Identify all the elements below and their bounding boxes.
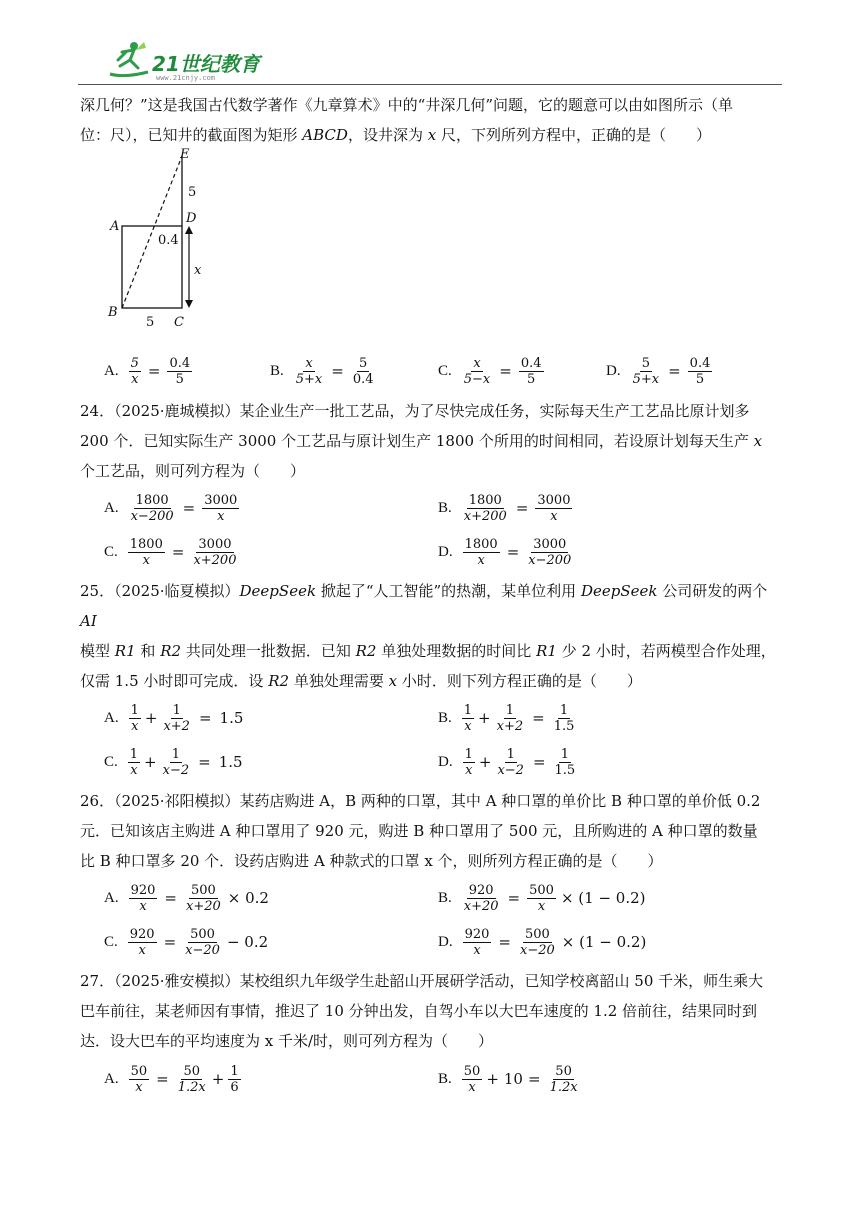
q23-math: ABCD xyxy=(302,126,348,144)
equals: = xyxy=(163,933,177,951)
q27-option-b[interactable] xyxy=(438,1056,582,1102)
numerator: 1800 xyxy=(468,492,502,508)
equals: = xyxy=(198,709,212,727)
numerator: 3000 xyxy=(537,492,571,508)
q27-line2: 巴车前往，某老师因有事情，推迟了 10 分钟出发，自驾小车以大巴车速度的 1.2 倍前往，结果同时到 xyxy=(80,1002,758,1020)
label-x: x xyxy=(194,263,202,278)
q24-option-a[interactable] xyxy=(104,486,241,530)
equals: = xyxy=(171,543,185,561)
q25-math: x xyxy=(388,672,398,690)
q26-line3: 比 B 种口罩多 20 个．设药店购进 A 种款式的口罩 x 个，则所列方程正确的是（ ） xyxy=(80,852,663,870)
fraction xyxy=(688,356,713,387)
numerator: 0.4 xyxy=(169,355,191,371)
fraction xyxy=(191,537,238,568)
fraction xyxy=(462,356,493,387)
tail: × (1 − 0.2) xyxy=(560,889,646,907)
fraction xyxy=(129,493,176,524)
numerator: 500 xyxy=(529,882,554,898)
equals: = xyxy=(156,1070,169,1088)
line-be xyxy=(122,156,182,308)
fraction xyxy=(553,747,578,778)
rhs: 1.5 xyxy=(218,753,243,771)
well-diagram xyxy=(106,147,306,346)
q25-text: 小时．则下列方程正确的是（ ） xyxy=(401,672,642,690)
q25-text: 25．（2025·临夏模拟） xyxy=(80,582,240,600)
fraction xyxy=(184,883,223,914)
denominator: x−20 xyxy=(185,942,220,958)
q24-options-row2 xyxy=(80,530,780,574)
q24-options-row1 xyxy=(80,486,780,530)
document-body xyxy=(80,90,780,1102)
equals: = xyxy=(499,362,512,380)
equals: = xyxy=(182,499,196,517)
numerator: 3000 xyxy=(198,536,232,552)
q25-text: 模型 xyxy=(80,642,111,660)
option-letter: B. xyxy=(438,499,452,516)
numerator: 5 xyxy=(359,355,368,371)
fraction xyxy=(462,1064,483,1095)
page-header xyxy=(104,38,776,88)
numerator: 3000 xyxy=(533,536,567,552)
q25-option-d[interactable] xyxy=(438,740,579,784)
equals: = xyxy=(198,753,211,771)
q24-text: 200 个．已知实际生产 3000 个工艺品与原计划生产 1800 个所用的时间相同，若设原计划每天生产 xyxy=(80,432,749,450)
fraction xyxy=(183,927,222,958)
fraction xyxy=(128,537,165,568)
denominator: 5+x xyxy=(632,371,660,387)
fraction xyxy=(167,356,192,387)
fraction xyxy=(128,927,157,958)
q25-math: R2 xyxy=(160,642,182,660)
q23-math: x xyxy=(427,126,437,144)
option-letter: B. xyxy=(438,709,452,726)
q25-text: 少 2 小时，若两模型合作处理， xyxy=(561,642,776,660)
fraction xyxy=(128,747,140,778)
numerator: 500 xyxy=(190,926,215,942)
fraction xyxy=(462,703,474,734)
label-b: B xyxy=(108,305,118,320)
q25-math: DeepSeek xyxy=(239,582,317,600)
q25-options-row2 xyxy=(80,740,780,784)
denominator: 1.2x xyxy=(549,1079,578,1095)
q23-options xyxy=(80,348,780,394)
numerator: 1800 xyxy=(135,492,169,508)
q24-line1: 24．（2025·鹿城模拟）某企业生产一批工艺品，为了尽快完成任务，实际每天生产工艺品比原计划多 xyxy=(80,402,750,420)
numerator: 1 xyxy=(463,702,473,718)
option-letter: A. xyxy=(104,1070,119,1087)
numerator: x xyxy=(305,355,313,371)
fraction xyxy=(129,703,141,734)
q26-options-row1 xyxy=(80,876,780,920)
numerator: 1 xyxy=(230,1063,239,1079)
label-d: D xyxy=(186,211,197,226)
equals: = xyxy=(668,362,681,380)
equals: = xyxy=(532,753,546,771)
q26-option-a[interactable] xyxy=(104,876,269,920)
q26-option-b[interactable] xyxy=(438,876,646,920)
rhs: 1.5 xyxy=(219,709,244,727)
numerator: 1 xyxy=(172,702,181,718)
operator: + xyxy=(478,709,491,727)
option-letter: A. xyxy=(104,499,119,516)
numerator: 920 xyxy=(468,882,494,898)
q25-math: R2 xyxy=(268,672,290,690)
option-letter: D. xyxy=(438,933,453,950)
denominator: x xyxy=(473,942,481,958)
option-letter: C. xyxy=(104,753,118,770)
label-04: 0.4 xyxy=(158,233,179,248)
q24-option-c[interactable] xyxy=(104,530,240,574)
equals: = xyxy=(331,362,344,380)
fraction xyxy=(495,747,526,778)
numerator: 1 xyxy=(129,746,139,762)
q25-line2 xyxy=(80,636,780,666)
numerator: 1 xyxy=(464,746,473,762)
fraction xyxy=(463,747,475,778)
q26-option-d[interactable] xyxy=(438,920,646,964)
numerator: 1 xyxy=(506,746,515,762)
q24-option-d[interactable] xyxy=(438,530,575,574)
option-letter: A. xyxy=(104,709,119,726)
fraction xyxy=(161,747,192,778)
fraction xyxy=(202,493,239,524)
denominator: x+2 xyxy=(496,718,524,734)
denominator: x xyxy=(550,508,558,524)
denominator: x−20 xyxy=(520,942,555,958)
fraction xyxy=(463,927,492,958)
q25-text: 掀起了“人工智能”的热潮，某单位利用 xyxy=(320,582,577,600)
denominator: 5 xyxy=(695,371,705,387)
q25-line3 xyxy=(80,666,780,696)
fraction xyxy=(176,1064,208,1095)
numerator: 3000 xyxy=(204,492,238,508)
q25-text: 共同处理一批数据．已知 xyxy=(185,642,351,660)
equals: = xyxy=(506,543,520,561)
equals: = xyxy=(527,1070,541,1088)
q25-text: 单独处理需要 xyxy=(293,672,384,690)
q23-text: ，设井深为 xyxy=(347,126,423,144)
denominator: x+200 xyxy=(193,552,237,568)
numerator: 920 xyxy=(464,926,490,942)
fraction xyxy=(129,1064,150,1095)
denominator: x xyxy=(138,942,146,958)
logo-text: 21世纪教育 xyxy=(152,52,260,76)
denominator: x xyxy=(465,762,473,778)
q26-option-c[interactable] xyxy=(104,920,268,964)
q25-math: R2 xyxy=(355,642,377,660)
operator: + xyxy=(144,709,158,727)
option-letter: B. xyxy=(438,1070,452,1087)
q25-text: 单独处理数据的时间比 xyxy=(381,642,532,660)
fraction xyxy=(462,493,509,524)
tail: × 0.2 xyxy=(227,889,269,907)
q25-text: 公司研发的两个 xyxy=(662,582,768,600)
numerator: 50 xyxy=(183,1063,200,1079)
q27-line1: 27．（2025·雅安模拟）某校组织九年级学生赴韶山开展研学活动，已知学校离韶山 50 千米，师生乘大 xyxy=(80,972,764,990)
numerator: 1 xyxy=(171,746,181,762)
q24-line2 xyxy=(80,426,780,456)
fraction xyxy=(535,493,572,524)
q23-option-b[interactable] xyxy=(270,348,378,394)
numerator: 1 xyxy=(505,702,515,718)
denominator: 5+x xyxy=(295,371,323,387)
fraction xyxy=(519,356,544,387)
denominator: x xyxy=(217,508,225,524)
denominator: x xyxy=(131,718,139,734)
equals: = xyxy=(507,889,521,907)
well-diagram-svg xyxy=(106,147,306,346)
q25-text: 仅需 1.5 小时即可完成．设 xyxy=(80,672,264,690)
label-e: E xyxy=(180,147,190,162)
denominator: x−2 xyxy=(497,762,524,778)
option-letter: B. xyxy=(270,362,284,379)
option-letter: A. xyxy=(104,889,119,906)
denominator: x xyxy=(139,898,147,914)
q24-line3: 个工艺品，则可列方程为（ ） xyxy=(80,462,306,480)
numerator: 0.4 xyxy=(520,355,542,371)
q23-stem-line2 xyxy=(80,120,780,150)
denominator: x xyxy=(468,1079,476,1095)
fraction xyxy=(129,356,141,387)
denominator: x−200 xyxy=(130,508,174,524)
numerator: 5 xyxy=(130,355,139,371)
q25-text: 和 xyxy=(140,642,156,660)
fraction xyxy=(463,537,500,568)
q25-options-row1 xyxy=(80,696,780,740)
numerator: 50 xyxy=(555,1063,572,1079)
fraction xyxy=(631,356,662,387)
numerator: 50 xyxy=(463,1063,481,1079)
numerator: 1800 xyxy=(129,536,163,552)
fraction xyxy=(462,883,501,914)
q24-option-b[interactable] xyxy=(438,486,574,530)
denominator: x xyxy=(464,718,472,734)
denominator: 0.4 xyxy=(352,371,374,387)
numerator: 500 xyxy=(190,882,216,898)
q27-line3: 达．设大巴车的平均速度为 x 千米/时，则可列方程为（ ） xyxy=(80,1032,494,1050)
denominator: x+20 xyxy=(463,898,499,914)
label-c: C xyxy=(174,315,184,330)
fraction xyxy=(526,537,573,568)
q25-option-a[interactable] xyxy=(104,696,243,740)
q23-text: 尺，下列所列方程中，正确的是（ ） xyxy=(440,126,711,144)
denominator: 5−x xyxy=(463,371,491,387)
q23-option-c[interactable] xyxy=(438,348,546,394)
fraction xyxy=(228,1064,240,1095)
constant: 10 xyxy=(503,1070,523,1088)
denominator: x+200 xyxy=(463,508,507,524)
q24-math: x xyxy=(753,432,763,450)
q25-math: R1 xyxy=(536,642,557,660)
q25-option-b[interactable] xyxy=(438,696,578,740)
option-letter: C. xyxy=(438,362,452,379)
denominator: x xyxy=(131,371,139,387)
q26-options-row2 xyxy=(80,920,780,964)
q23-text: 位：尺），已知井的截面图为矩形 xyxy=(80,126,298,144)
denominator: 6 xyxy=(230,1079,239,1095)
fraction xyxy=(294,356,325,387)
denominator: x xyxy=(135,1079,143,1095)
denominator: 1.2x xyxy=(177,1079,206,1095)
fraction xyxy=(527,883,556,914)
numerator: 5 xyxy=(641,355,650,371)
q25-math: AI xyxy=(80,612,97,630)
option-letter: D. xyxy=(606,362,621,379)
equals: = xyxy=(147,362,161,380)
denominator: 5 xyxy=(527,371,536,387)
q27-option-a[interactable] xyxy=(104,1056,243,1102)
numerator: 1 xyxy=(560,746,570,762)
fraction xyxy=(351,356,376,387)
operator: + xyxy=(478,753,492,771)
option-letter: A. xyxy=(104,362,119,379)
q23-option-d[interactable] xyxy=(606,348,714,394)
operator: + xyxy=(211,1070,225,1088)
fraction xyxy=(518,927,557,958)
denominator: 5 xyxy=(175,371,184,387)
equals: = xyxy=(515,499,529,517)
option-letter: C. xyxy=(104,933,118,950)
operator: + xyxy=(486,1070,499,1088)
numerator: 920 xyxy=(130,882,156,898)
denominator: 1.5 xyxy=(553,718,575,734)
denominator: x−200 xyxy=(528,552,572,568)
operator: + xyxy=(144,753,157,771)
denominator: x+20 xyxy=(186,898,221,914)
q23-stem-line1: 深几何？”这是我国古代数学著作《九章算术》中的“井深几何”问题，它的题意可以由如图所示（单 xyxy=(80,96,734,114)
numerator: 1800 xyxy=(464,536,498,552)
q27-options-row1 xyxy=(80,1056,780,1102)
denominator: 1.5 xyxy=(554,762,576,778)
q25-math: DeepSeek xyxy=(580,582,658,600)
numerator: 0.4 xyxy=(689,355,711,371)
option-letter: B. xyxy=(438,889,452,906)
logo-url: www.21cnjy.com xyxy=(156,74,216,82)
header-divider xyxy=(78,84,782,85)
equals: = xyxy=(498,933,511,951)
option-letter: C. xyxy=(104,543,118,560)
q25-option-c[interactable] xyxy=(104,740,243,784)
label-ed-length: 5 xyxy=(188,185,197,200)
denominator: x+2 xyxy=(163,718,190,734)
q25-math: R1 xyxy=(114,642,136,660)
q26-line2: 元．已知该店主购进 A 种口罩用了 920 元，购进 B 种口罩用了 500 元，且所购进的 A 种口罩的数量 xyxy=(80,822,758,840)
equals: = xyxy=(164,889,177,907)
q26-line1: 26．（2025·祁阳模拟）某药店购进 A，B 两种的口罩，其中 A 种口罩的单价比 B 种口罩的单价低 0.2 xyxy=(80,792,761,810)
tail: × (1 − 0.2) xyxy=(561,933,647,951)
numerator: 50 xyxy=(130,1063,148,1079)
logo-runner-icon xyxy=(104,38,152,82)
fraction xyxy=(495,703,526,734)
denominator: x xyxy=(537,898,546,914)
denominator: x xyxy=(477,552,485,568)
q25-line1 xyxy=(80,576,780,636)
equals: = xyxy=(532,709,545,727)
fraction xyxy=(129,883,158,914)
label-a: A xyxy=(110,219,120,234)
denominator: x xyxy=(130,762,138,778)
q23-option-a[interactable] xyxy=(104,348,194,394)
option-letter: D. xyxy=(438,753,453,770)
numerator: 1 xyxy=(559,702,569,718)
fraction xyxy=(552,703,577,734)
option-letter: D. xyxy=(438,543,453,560)
numerator: 1 xyxy=(130,702,139,718)
denominator: x−2 xyxy=(162,762,190,778)
numerator: 920 xyxy=(129,926,155,942)
numerator: 500 xyxy=(524,926,550,942)
label-bc-length: 5 xyxy=(146,315,155,330)
fraction xyxy=(161,703,192,734)
fraction xyxy=(548,1064,580,1095)
tail: − 0.2 xyxy=(226,933,269,951)
denominator: x xyxy=(142,552,150,568)
numerator: x xyxy=(473,355,481,371)
